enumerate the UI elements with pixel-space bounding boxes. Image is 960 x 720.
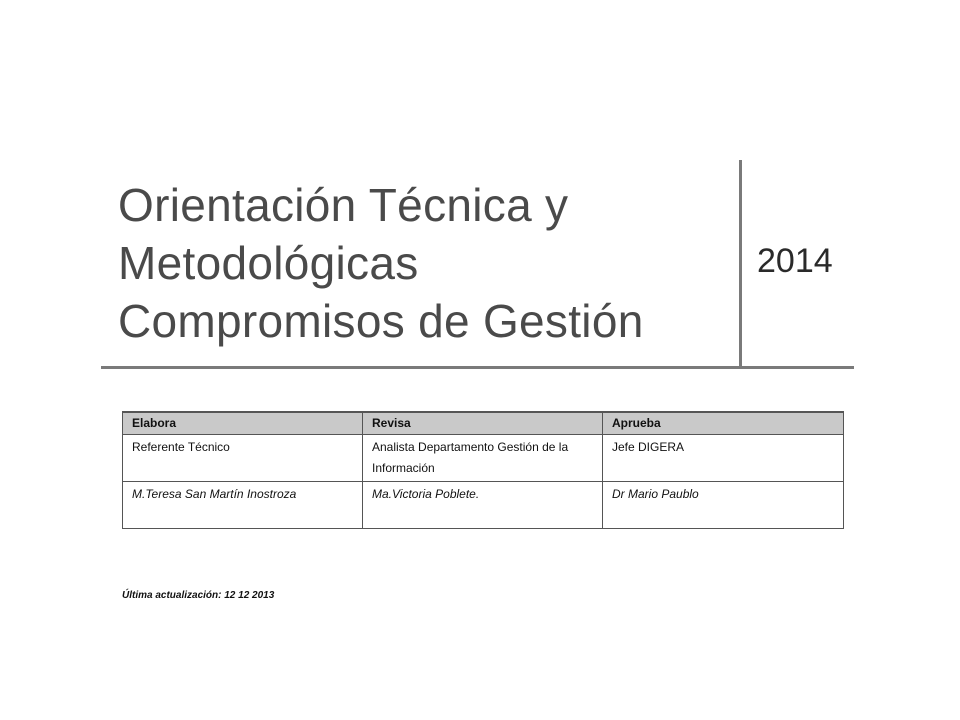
approvals-header-row bbox=[123, 412, 844, 435]
column-header-revisa: Revisa bbox=[363, 412, 603, 435]
last-update-note: Última actualización: 12 12 2013 bbox=[122, 590, 275, 601]
role-elabora: Referente Técnico bbox=[123, 435, 363, 482]
column-header-aprueba: Aprueba bbox=[603, 412, 844, 435]
role-revisa: Analista Departamento Gestión de la Información bbox=[363, 435, 603, 482]
title-line-1: Orientación Técnica y bbox=[118, 179, 569, 231]
column-header-elabora: Elabora bbox=[123, 412, 363, 435]
header-vertical-divider bbox=[739, 160, 742, 366]
name-elabora: M.Teresa San Martín Inostroza bbox=[123, 482, 363, 529]
table-row bbox=[123, 435, 844, 482]
header-horizontal-divider bbox=[101, 366, 854, 369]
table-row bbox=[123, 482, 844, 529]
title-line-2: Metodológicas bbox=[118, 237, 419, 289]
document-title bbox=[118, 176, 728, 350]
document-year: 2014 bbox=[757, 242, 833, 280]
name-aprueba: Dr Mario Paublo bbox=[603, 482, 844, 529]
name-revisa: Ma.Victoria Poblete. bbox=[363, 482, 603, 529]
role-aprueba: Jefe DIGERA bbox=[603, 435, 844, 482]
approvals-table bbox=[122, 411, 844, 529]
title-line-3: Compromisos de Gestión bbox=[118, 295, 644, 347]
